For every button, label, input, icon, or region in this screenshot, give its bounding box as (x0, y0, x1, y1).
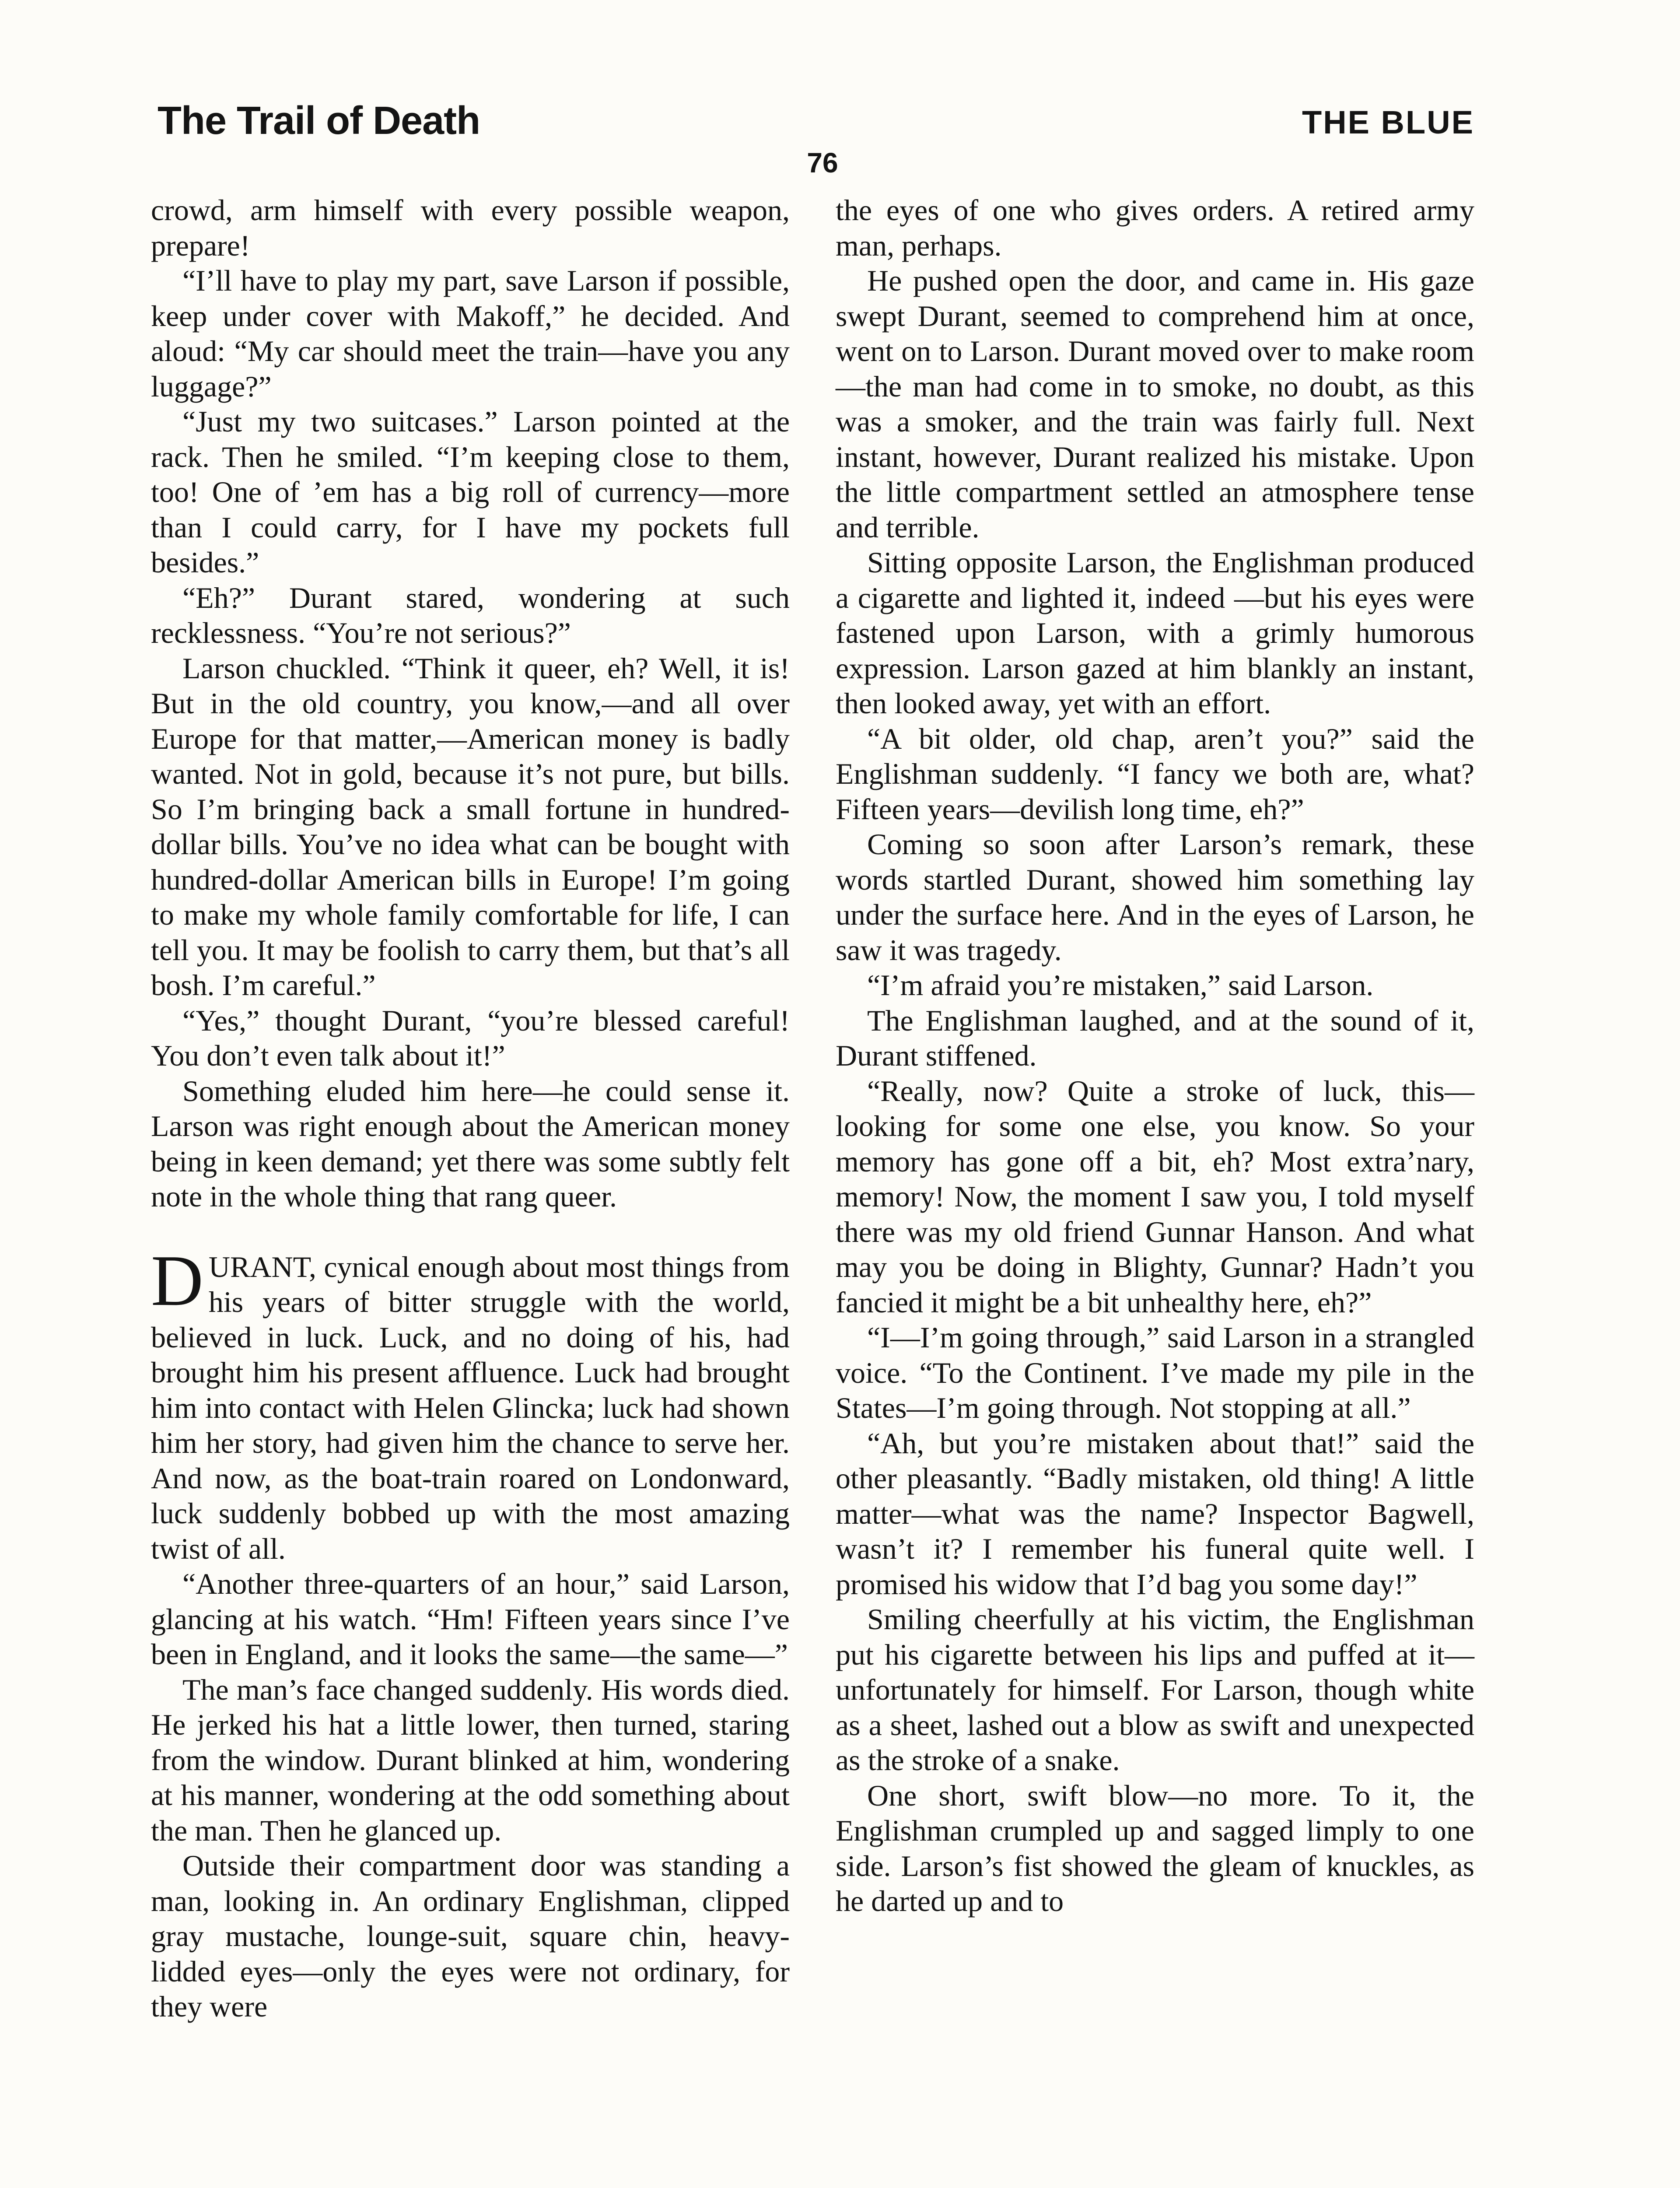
paragraph: He pushed open the door, and came in. His gaze swept Durant, seemed to comprehend him at once, went on to Larson. Durant moved over to make room—the man had come in to smoke, no doubt, as this was a smoker, and the train was fairly full. Next instant, however, Durant realized his mistake. Upon the little compartment settled an atmosphere tense and terrible. (836, 264, 1474, 544)
paragraph: “Ah, but you’re mistaken about that!” said the other pleasantly. “Badly mistaken, old thing! A little matter—what was the name? Inspector Bagwell, wasn’t it? I remember his funeral quite well. I promised his widow that I’d bag you some day!” (836, 1426, 1474, 1601)
paragraph: Outside their compartment door was standing a man, looking in. An ordinary Englishman, clipped gray mustache, lounge-suit, square chin, heavy-lidded eyes—only the eyes were not ordinary, for they were (151, 1849, 790, 2023)
paragraph: “I—I’m going through,” said Larson in a strangled voice. “To the Continent. I’ve made my pile in the States—I’m going through. Not stopping at all.” (836, 1321, 1474, 1424)
paragraph: “Eh?” Durant stared, wondering at such recklessness. “You’re not serious?” (151, 581, 790, 649)
paragraph: One short, swift blow—no more. To it, the Englishman crumpled up and sagged limply to one side. Larson’s fist showed the gleam of knuckles, as he darted up and to (836, 1778, 1474, 1918)
section-start-text: URANT, cynical enough about most things from his years of bitter struggle with the world, believed in luck. Luck, and no doing of his, had brought him his present affluence. Luck had brought him into contact with Helen Glincka; luck had shown him her story, had given him the chance to serve her. And now, as the boat-train roared on Londonward, luck suddenly bobbed up with the most amazing twist of all. (151, 1250, 790, 1565)
paragraph: Sitting opposite Larson, the Englishman produced a cigarette and lighted it, indeed —but his eyes were fastened upon Larson, with a grimly humorous expression. Larson gazed at him blankly an instant, then looked away, yet with an effort. (836, 546, 1474, 720)
magazine-section: THE BLUE (1302, 104, 1474, 140)
paragraph: Coming so soon after Larson’s remark, these words startled Durant, showed him something lay under the surface here. And in the eyes of Larson, he saw it was tragedy. (836, 828, 1474, 967)
paragraph: “I’ll have to play my part, save Larson if possible, keep under cover with Makoff,” he decided. And aloud: “My car should meet the train—have you any luggage?” (151, 264, 790, 403)
paragraph: “Another three-quarters of an hour,” said Larson, glancing at his watch. “Hm! Fifteen years since I’ve been in England, and it looks the same—the same—” (151, 1567, 790, 1671)
paragraph: “A bit older, old chap, aren’t you?” said the Englishman suddenly. “I fancy we both are, what? Fifteen years—devilish long time, eh?” (836, 722, 1474, 826)
paragraph: “Really, now? Quite a stroke of luck, this—looking for some one else, you know. So your memory has gone off a bit, eh? Most extra’nary, memory! Now, the moment I saw you, I told myself there was my old friend Gunnar Hanson. And what may you be doing in Blighty, Gunnar? Hadn’t you fancied it might be a bit unhealthy here, eh?” (836, 1074, 1474, 1319)
paragraph: Something eluded him here—he could sense it. Larson was right enough about the American money being in keen demand; yet there was some subtly felt note in the whole thing that rang queer. (151, 1074, 790, 1213)
paragraph: “Just my two suitcases.” Larson pointed at the rack. Then he smiled. “I’m keeping close to them, too! One of ’em has a big roll of currency—more than I could carry, for I have my pockets full besides.” (151, 405, 790, 579)
section-start-paragraph (151, 1240, 790, 1567)
paragraph: Smiling cheerfully at his victim, the Englishman put his cigarette between his lips and puffed at it—unfortunately for himself. For Larson, though white as a sheet, lashed out a blow as swift and unexpected as the stroke of a snake. (836, 1602, 1474, 1777)
left-column (151, 193, 790, 2024)
drop-cap: D (151, 1240, 203, 1321)
paragraph: the eyes of one who gives orders. A retired army man, perhaps. (836, 193, 1474, 262)
paragraph: “Yes,” thought Durant, “you’re blessed careful! You don’t even talk about it!” (151, 1003, 790, 1072)
story-title: The Trail of Death (158, 99, 480, 143)
right-column (836, 193, 1474, 1919)
paragraph: Larson chuckled. “Think it queer, eh? Well, it is! But in the old country, you know,—and all over Europe for that matter,—American money is badly wanted. Not in gold, because it’s not pure, but bills. So I’m bringing back a small fortune in hundred-dollar bills. You’ve no idea what can be bought with hundred-dollar American bills in Europe! I’m going to make my whole family comfortable for life, I can tell you. It may be foolish to carry them, but that’s all bosh. I’m careful.” (151, 651, 790, 1002)
page-number: 76 (807, 147, 838, 179)
paragraph: The man’s face changed suddenly. His words died. He jerked his hat a little lower, then turned, staring from the window. Durant blinked at him, wondering at his manner, wondering at the odd something about the man. Then he glanced up. (151, 1673, 790, 1847)
paragraph: “I’m afraid you’re mistaken,” said Larson. (867, 968, 1374, 1002)
paragraph: crowd, arm himself with every possible weapon, prepare! (151, 193, 790, 262)
paragraph: The Englishman laughed, and at the sound of it, Durant stiffened. (836, 1003, 1474, 1072)
